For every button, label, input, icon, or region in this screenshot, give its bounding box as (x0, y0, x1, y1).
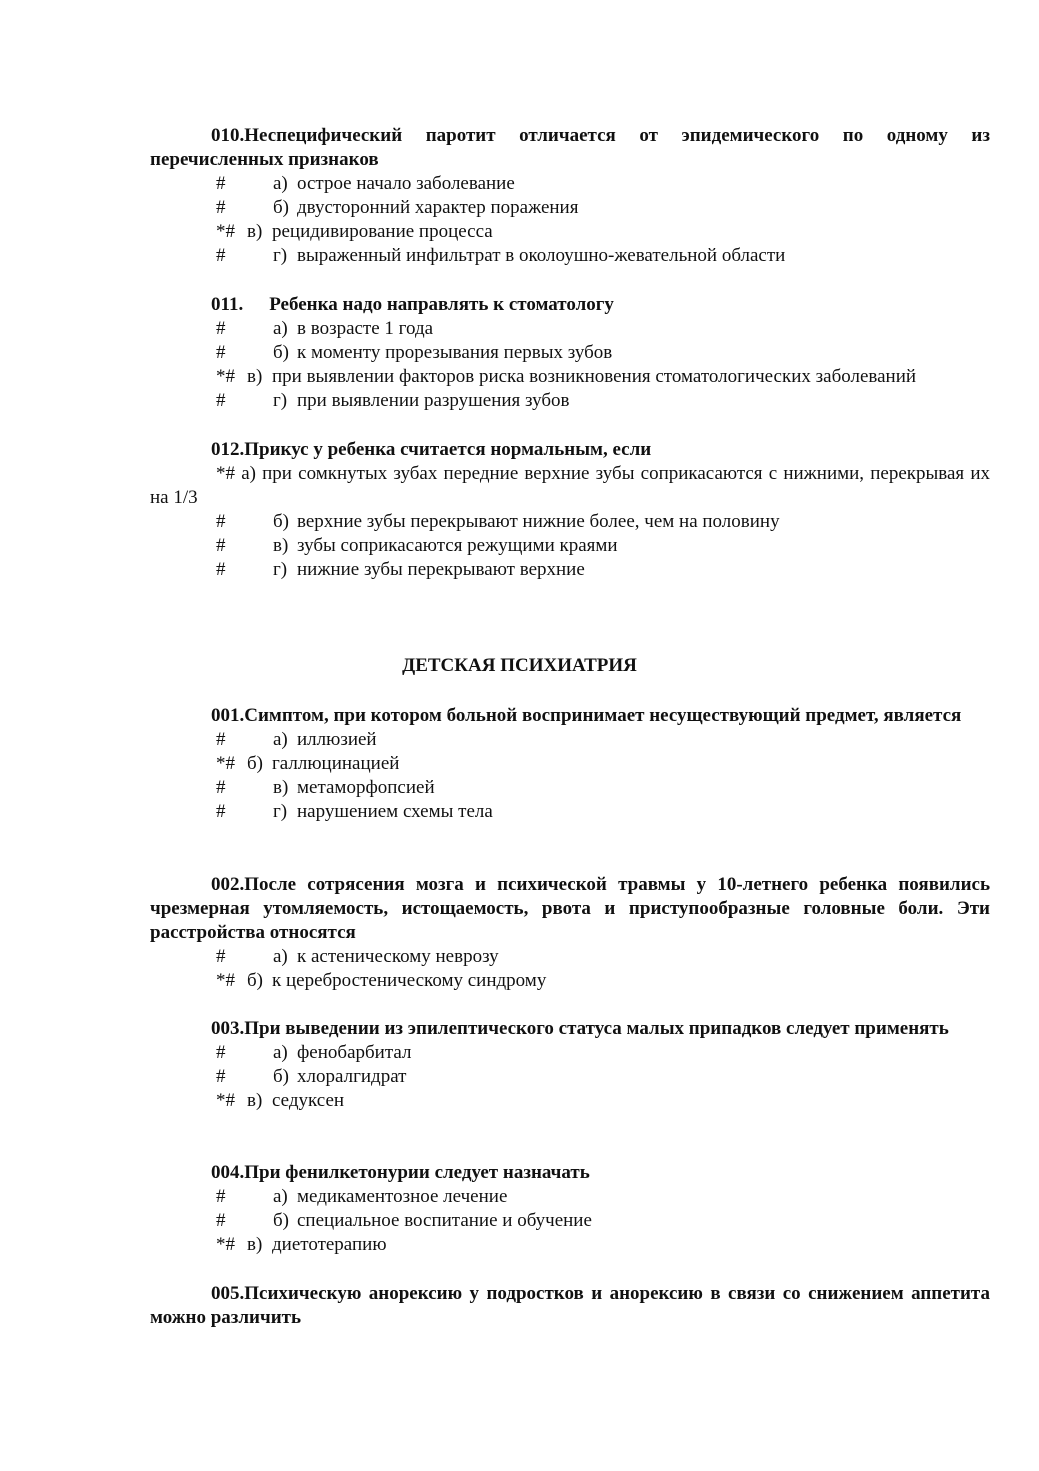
question-002 (150, 873, 990, 993)
answer-letter: в) (273, 535, 289, 556)
answer-option (150, 558, 990, 582)
answer-text: рецидивирование процесса (272, 221, 493, 242)
answer-option (150, 510, 990, 534)
question-body: Ребенка надо направлять к стоматологу (269, 294, 614, 315)
question-number: 003. (211, 1018, 245, 1039)
answer-option (150, 728, 990, 752)
answer-text: к моменту прорезывания первых зубов (297, 342, 613, 363)
answer-mark: # (216, 729, 226, 750)
answer-text: при сомкнутых зубах передние верхние зубы соприкасаются с нижними, перекрывая их на 1/3 (150, 463, 991, 508)
answer-letter: б) (273, 1066, 289, 1087)
answer-letter: а) (273, 729, 288, 750)
question-number: 012. (211, 439, 245, 460)
answer-letter: б) (273, 342, 289, 363)
answer-mark: # (216, 318, 226, 339)
answer-text: выраженный инфильтрат в околоушно-жевательной области (297, 245, 786, 266)
answer-text: диетотерапию (272, 1234, 387, 1255)
answer-letter: г) (273, 801, 288, 822)
answer-mark: *# (216, 970, 235, 991)
answer-text: острое начало заболевание (297, 173, 515, 194)
answer-mark: # (216, 801, 226, 822)
question-body: При фенилкетонурии следует назначать (244, 1162, 590, 1183)
question-text (150, 293, 990, 317)
answer-mark: # (216, 511, 226, 532)
question-number: 005. (211, 1283, 245, 1304)
answer-letter: а) (273, 1186, 288, 1207)
answer-letter: а) (241, 463, 256, 484)
answer-letter: а) (273, 173, 288, 194)
question-body: Симптом, при котором больной воспринимает несуществующий предмет, является (244, 705, 962, 726)
question-text (150, 438, 990, 462)
answer-mark: *# (216, 753, 235, 774)
answer-mark: # (216, 197, 226, 218)
answer-mark: *# (216, 366, 235, 387)
answer-option (150, 172, 990, 196)
answer-mark: *# (216, 1090, 235, 1111)
answer-letter: а) (273, 946, 288, 967)
answer-text: метаморфопсией (297, 777, 435, 798)
answer-mark: # (216, 777, 226, 798)
question-005 (150, 1282, 990, 1330)
answer-mark: # (216, 946, 226, 967)
question-011 (150, 293, 990, 413)
question-number: 002. (211, 874, 245, 895)
answer-text: в возрасте 1 года (297, 318, 434, 339)
answer-option (150, 196, 990, 220)
question-body: Неспецифический паротит отличается от эпидемического по одному из перечисленных признаков (150, 125, 990, 170)
question-text (150, 124, 990, 172)
question-text (150, 704, 990, 728)
answer-text: фенобарбитал (297, 1042, 412, 1063)
answer-mark: # (216, 1042, 226, 1063)
answer-text: при выявлении разрушения зубов (297, 390, 570, 411)
answer-option-correct (150, 1233, 990, 1257)
answer-letter: г) (273, 559, 288, 580)
answer-letter: в) (247, 1234, 263, 1255)
answer-text: к астеническому неврозу (297, 946, 499, 967)
answer-option-correct (150, 365, 990, 389)
answer-letter: г) (273, 390, 288, 411)
answer-text: зубы соприкасаются режущими краями (297, 535, 618, 556)
answer-option-correct (150, 752, 990, 776)
answer-mark: # (216, 559, 226, 580)
answer-letter: в) (247, 1090, 263, 1111)
answer-text: медикаментозное лечение (297, 1186, 508, 1207)
answer-mark: # (216, 245, 226, 266)
section-heading: ДЕТСКАЯ ПСИХИАТРИЯ (402, 655, 637, 676)
answer-option (150, 389, 990, 413)
answer-text: двусторонний характер поражения (297, 197, 579, 218)
question-text (150, 873, 990, 945)
answer-option (150, 1185, 990, 1209)
question-001 (150, 704, 990, 824)
answer-mark: # (216, 342, 226, 363)
answer-option (150, 244, 990, 268)
question-003 (150, 1017, 990, 1113)
question-004 (150, 1161, 990, 1257)
answer-text: нижние зубы перекрывают верхние (297, 559, 585, 580)
question-text (150, 1017, 990, 1041)
question-number: 010. (211, 125, 245, 146)
answer-text: нарушением схемы тела (297, 801, 493, 822)
answer-option-correct (150, 1089, 990, 1113)
question-body: Прикус у ребенка считается нормальным, если (244, 439, 652, 460)
answer-option-correct (150, 220, 990, 244)
answer-mark: *# (216, 221, 235, 242)
answer-option (150, 945, 990, 969)
answer-letter: а) (273, 318, 288, 339)
question-010 (150, 124, 990, 268)
question-body: После сотрясения мозга и психической травмы у 10-летнего ребенка появились чрезмерная утомляемость, истощаемость, рвота и приступообразные головные боли. Эти расстройства относятся (150, 874, 990, 943)
answer-letter: б) (247, 753, 263, 774)
answer-mark: # (216, 173, 226, 194)
answer-option (150, 534, 990, 558)
question-body: Психическую анорексию у подростков и анорексию в связи со снижением аппетита можно различить (150, 1283, 990, 1328)
answer-letter: в) (247, 221, 263, 242)
question-number: 004. (211, 1162, 245, 1183)
question-number: 011. (211, 294, 244, 315)
answer-mark: # (216, 1066, 226, 1087)
answer-letter: б) (247, 970, 263, 991)
answer-letter: в) (247, 366, 263, 387)
question-text (150, 1282, 990, 1330)
answer-letter: б) (273, 197, 289, 218)
answer-mark: # (216, 535, 226, 556)
answer-text: при выявлении факторов риска возникновения стоматологических заболеваний (272, 366, 917, 387)
answer-letter: в) (273, 777, 289, 798)
answer-option-correct (150, 462, 990, 510)
answer-text: верхние зубы перекрывают нижние более, чем на половину (297, 511, 780, 532)
answer-option (150, 1209, 990, 1233)
answer-letter: б) (273, 1210, 289, 1231)
answer-mark: # (216, 1210, 226, 1231)
answer-text: седуксен (272, 1090, 345, 1111)
answer-option (150, 317, 990, 341)
answer-option (150, 1065, 990, 1089)
answer-text: к церебростеническому синдрому (272, 970, 547, 991)
answer-option (150, 1041, 990, 1065)
question-text (150, 1161, 990, 1185)
answer-text: хлоралгидрат (297, 1066, 407, 1087)
answer-option-correct (150, 969, 990, 993)
answer-option (150, 341, 990, 365)
question-number: 001. (211, 705, 245, 726)
answer-letter: г) (273, 245, 288, 266)
question-012 (150, 438, 990, 582)
answer-letter: а) (273, 1042, 288, 1063)
answer-text: иллюзией (297, 729, 377, 750)
answer-text: галлюцинацией (272, 753, 400, 774)
answer-option (150, 776, 990, 800)
answer-option (150, 800, 990, 824)
answer-mark: *# (216, 463, 235, 484)
answer-mark: # (216, 1186, 226, 1207)
answer-text: специальное воспитание и обучение (297, 1210, 592, 1231)
question-body: При выведении из эпилептического статуса малых припадков следует применять (244, 1018, 949, 1039)
answer-mark: # (216, 390, 226, 411)
answer-letter: б) (273, 511, 289, 532)
answer-mark: *# (216, 1234, 235, 1255)
